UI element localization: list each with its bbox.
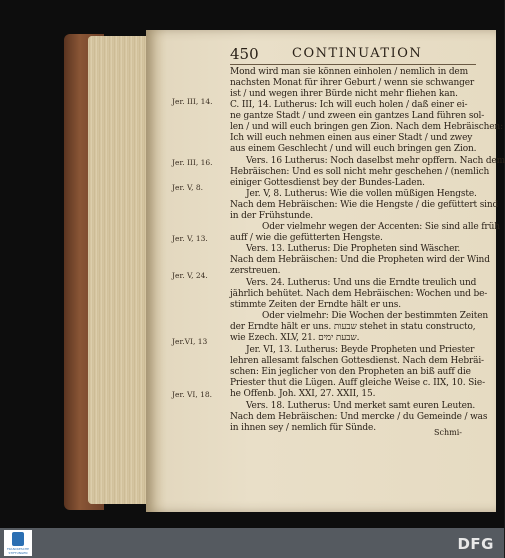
funder-logo[interactable]: DFG	[457, 535, 494, 553]
text-line: he Offenb. Joh. XXI, 27. XXII, 15.	[230, 389, 376, 399]
text-line: C. III, 14. Lutherus: Ich will euch holen / daß einer ei-	[230, 100, 468, 110]
text-line: Vers. 13. Lutherus: Die Propheten sind Wäscher.	[246, 244, 461, 254]
text-line: der Erndte hält er uns. שבעות stehet in statu constructo,	[230, 322, 476, 332]
logo-text: FRANCKESCHE STIFTUNGEN	[6, 547, 30, 555]
text-line: in der Frühstunde.	[230, 211, 314, 221]
running-head: CONTINUATION	[292, 46, 423, 61]
text-line: Vers. 24. Lutherus: Und uns die Erndte treulich und	[246, 278, 477, 288]
text-line: einiger Gottesdienst bey der Bundes-Laden.	[230, 178, 425, 188]
text-line: schen: Ein jeglicher von den Propheten an biß auff die	[230, 367, 471, 377]
text-line: nachsten Monat für ihrer Geburt / wenn sie schwanger	[230, 78, 475, 88]
margin-note: Jer. III, 14.	[172, 97, 213, 106]
text-line: Hebräischen: Und es soll nicht mehr geschehen / (nemlich	[230, 167, 490, 177]
text-line: Nach dem Hebräischen: Wie die Hengste / die gefüttert sind	[230, 200, 499, 210]
logo-mark-icon	[12, 532, 24, 546]
text-line: Priester thut die Lügen. Auff gleiche Weise c. IIX, 10. Sie-	[230, 378, 485, 388]
text-line: Vers. 18. Lutherus: Und merket samt euren Leuten.	[246, 401, 476, 411]
page-header	[230, 45, 480, 63]
margin-note: Jer. V, 24.	[172, 271, 208, 280]
text-line: Ich will euch nehmen einen aus einer Stadt / und zwey	[230, 133, 473, 143]
page-edges	[88, 36, 150, 504]
text-line: stimmte Zeiten der Erndte hält er uns.	[230, 300, 401, 310]
text-line: Oder vielmehr: Die Wochen der bestimmten Zeiten	[262, 311, 489, 321]
text-line: Vers. 16 Lutherus: Noch daselbst mehr opffern. Nach dem	[246, 156, 505, 166]
text-line: Nach dem Hebräischen: Und mercke / du Gemeinde / was	[230, 412, 488, 422]
text-line: ne gantze Stadt / und zween ein gantzes Land führen sol-	[230, 111, 485, 121]
text-line: Mond wird man sie können einholen / nemlich in dem	[230, 67, 468, 77]
margin-note: Jer. VI, 18.	[172, 390, 213, 399]
text-line: aus einem Geschlecht / und will euch bringen gen Zion.	[230, 144, 477, 154]
text-line: auff / wie die gefütterten Hengste.	[230, 233, 383, 243]
catchword: Schmi-	[434, 428, 462, 437]
margin-note: Jer.VI, 13	[172, 337, 208, 346]
viewer-footer	[0, 528, 504, 558]
text-line: len / und will euch bringen gen Zion. Nach dem Hebräischen:	[230, 122, 503, 132]
text-line: Jer. V, 8. Lutherus: Wie die vollen müßigen Hengste.	[246, 189, 477, 199]
text-line: wie Ezech. XLV, 21. שבעת ימים.	[230, 333, 360, 343]
text-line: in ihnen sey / nemlich für Sünde.	[230, 423, 376, 433]
text-line: Nach dem Hebräischen: Und die Propheten wird der Wind	[230, 255, 490, 265]
text-line: zerstreuen.	[230, 266, 281, 276]
margin-note: Jer. III, 16.	[172, 158, 213, 167]
margin-note: Jer. V, 8.	[172, 183, 204, 192]
header-rule	[230, 64, 476, 65]
text-line: lehren allesamt falschen Gottesdienst. Nach dem Hebräi-	[230, 356, 484, 366]
text-line: Oder vielmehr wegen der Accenten: Sie sind alle früh	[262, 222, 500, 232]
text-line: ist / und wegen ihrer Bürde nicht mehr fliehen kan.	[230, 89, 458, 99]
text-line: Jer. VI, 13. Lutherus: Beyde Propheten und Priester	[246, 345, 475, 355]
page-number: 450	[230, 45, 259, 63]
margin-note: Jer. V, 13.	[172, 234, 208, 243]
institution-logo[interactable]	[4, 530, 32, 556]
text-line: jährlich behütet. Nach dem Hebräischen: Wochen und be-	[230, 289, 488, 299]
